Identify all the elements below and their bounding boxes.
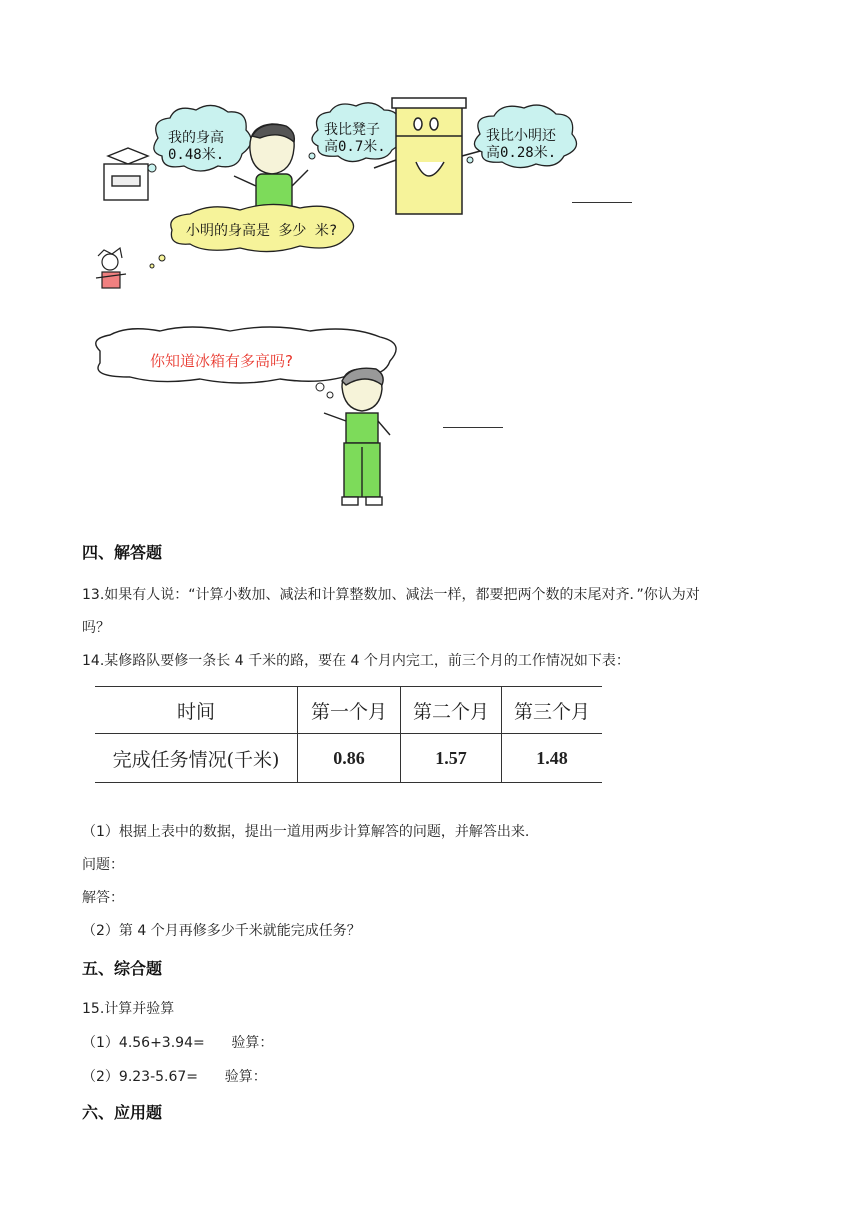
answer-label: 解答： [82, 890, 124, 906]
stool-drawing [104, 148, 148, 200]
section-heading-5: 五、综合题 [82, 959, 163, 978]
table-header-row [95, 687, 602, 734]
progress-table [95, 686, 602, 783]
table-row-label: 完成任务情况(千米) [95, 734, 298, 783]
cloud-text-question: 小明的身高是 多少 米? [186, 223, 338, 239]
question-14-sub2: （2）第 4 个月再修多少千米就能完成任务？ [82, 923, 361, 939]
table-cell: 1.48 [502, 734, 603, 783]
table-header-cell: 第一个月 [298, 687, 401, 734]
table-header-cell: 第二个月 [401, 687, 502, 734]
section-heading-4: 四、解答题 [82, 543, 163, 562]
table-header-cell: 时间 [95, 687, 298, 734]
small-figure-drawing [96, 248, 126, 288]
question-15-intro: 15.计算并验算 [82, 1001, 175, 1017]
question-13-line1: 13.如果有人说：“计算小数加、减法和计算整数加、减法一样，都要把两个数的末尾对齐．”你认为对 [82, 587, 700, 603]
section-heading-6: 六、应用题 [82, 1103, 163, 1122]
question-13-line2: 吗？ [82, 620, 110, 636]
question-14-sub1: （1）根据上表中的数据，提出一道用两步计算解答的问题，并解答出来. [82, 824, 530, 840]
question-14-intro: 14.某修路队要修一条长 4 千米的路，要在 4 个月内完工，前三个月的工作情况如下表： [82, 653, 630, 669]
table-cell: 0.86 [298, 734, 401, 783]
table-row [95, 734, 602, 783]
cloud-text-fridge: 我比小明还 高0.28米. [486, 128, 557, 161]
table-cell: 1.57 [401, 734, 502, 783]
cloud-text-fridge-question: 你知道冰箱有多高吗? [150, 352, 293, 370]
table-header-cell: 第三个月 [502, 687, 603, 734]
answer-blank-2[interactable] [443, 427, 503, 428]
question-15-item1: （1）4.56+3.94= 验算： [82, 1035, 274, 1051]
question-15-item2: （2）9.23-5.67= 验算： [82, 1069, 267, 1085]
answer-blank-1[interactable] [572, 202, 632, 203]
cloud-text-boy: 我比凳子 高0.7米. [324, 122, 386, 155]
cloud-text-desk: 我的身高 0.48米. [168, 130, 225, 163]
question-label: 问题： [82, 857, 124, 873]
girl-drawing [324, 368, 390, 505]
